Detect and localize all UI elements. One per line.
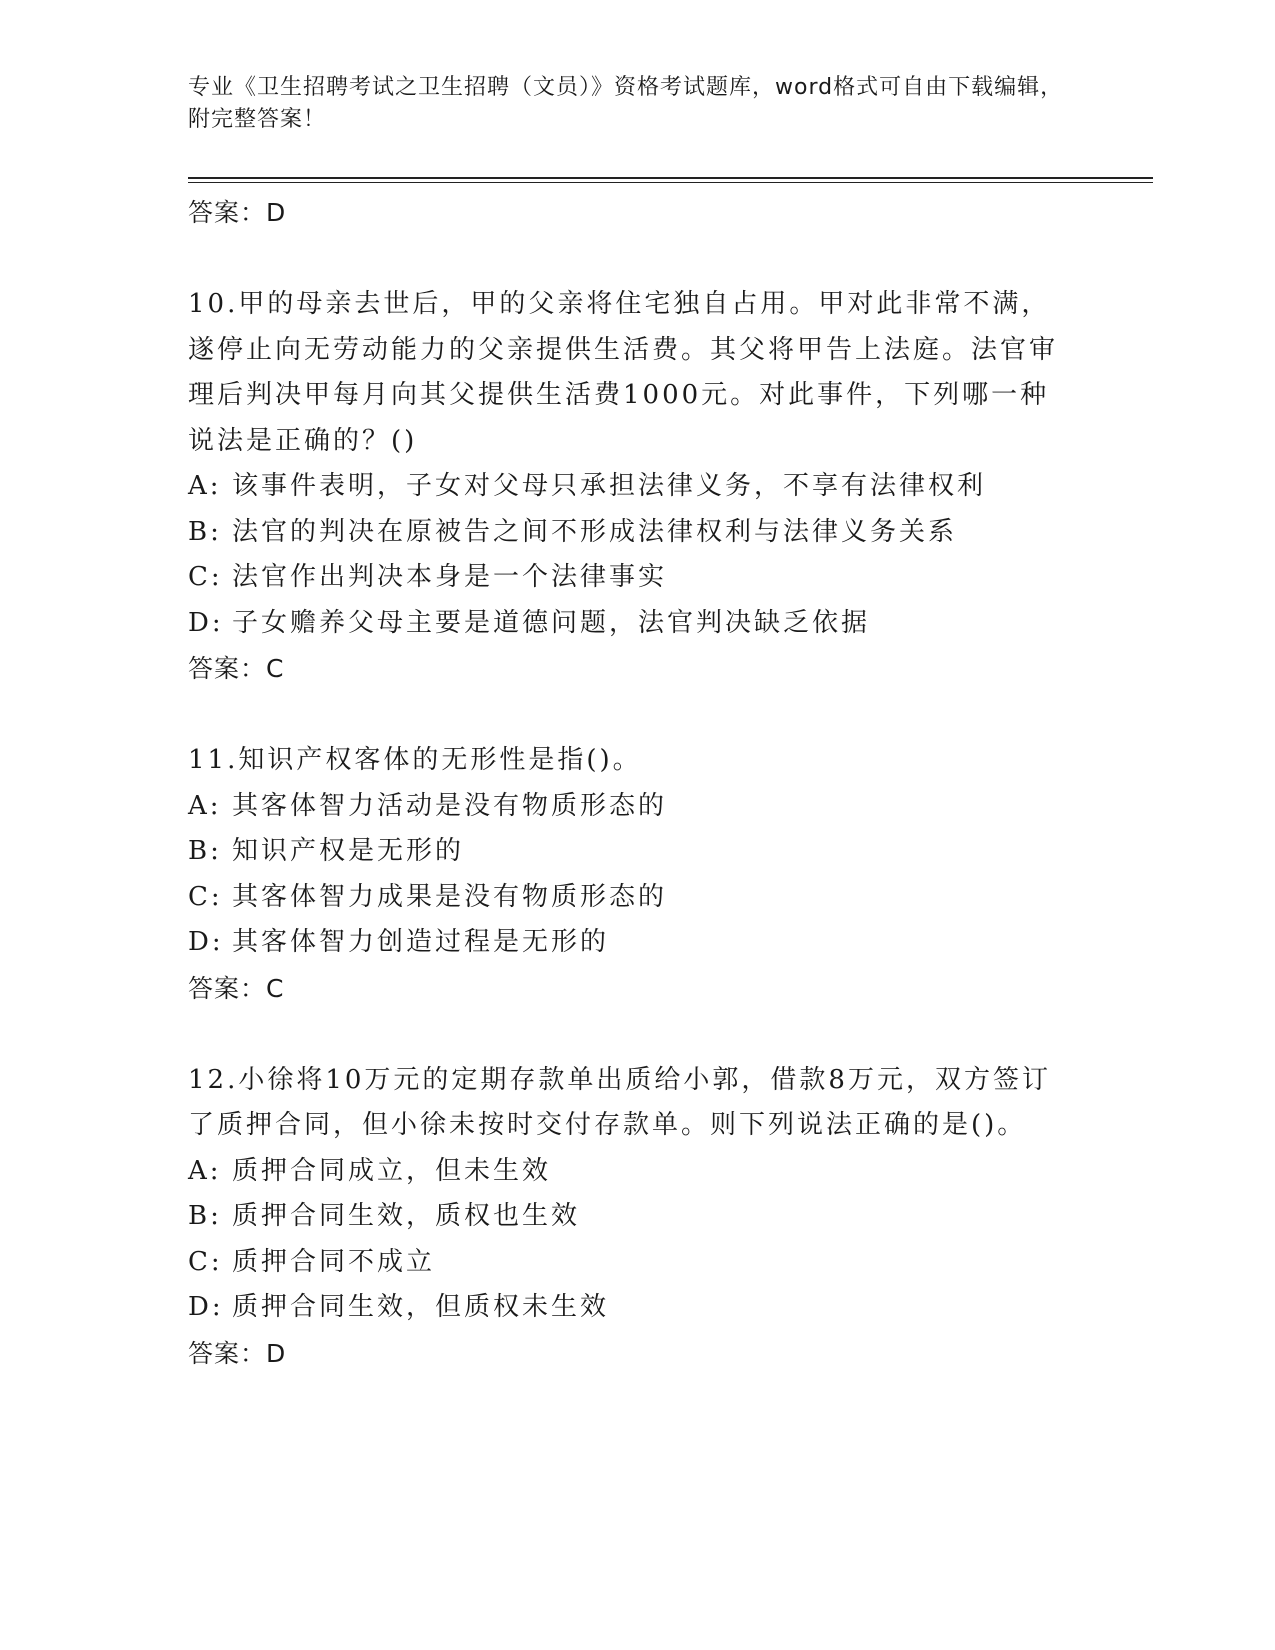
question-stem: 12.小徐将10万元的定期存款单出质给小郭，借款8万元，双方签订了质押合同，但小徐未按时交付存款单。则下列说法正确的是()。: [188, 1064, 1051, 1140]
answer-line: 答案：C: [188, 654, 285, 683]
option-text: 质押合同成立，但未生效: [232, 1155, 552, 1186]
previous-answer: 答案：D: [188, 198, 287, 227]
option-c: [188, 1240, 1068, 1286]
option-letter: A:: [188, 1155, 222, 1186]
option-text: 其客体智力创造过程是无形的: [232, 927, 610, 957]
option-letter: A:: [188, 471, 222, 501]
option-b: [188, 510, 1068, 556]
option-text: 其客体智力活动是没有物质形态的: [232, 790, 668, 821]
option-text: 知识产权是无形的: [232, 836, 465, 866]
question-12: [188, 1058, 1068, 1377]
option-letter: C:: [188, 1246, 223, 1277]
answer-line: 答案：D: [188, 1338, 287, 1368]
option-letter: D:: [188, 607, 224, 638]
answer-line: 答案：C: [188, 973, 285, 1003]
option-d: [188, 920, 1068, 966]
option-letter: A:: [188, 790, 222, 821]
option-b: [188, 829, 1068, 875]
header-divider-thin: [188, 182, 1153, 183]
option-a: [188, 1149, 1068, 1195]
header-divider: [188, 177, 1153, 179]
option-text: 该事件表明，子女对父母只承担法律义务，不享有法律权利: [232, 471, 987, 501]
option-letter: B:: [188, 1201, 222, 1231]
option-c: [188, 875, 1068, 921]
option-letter: D:: [188, 927, 224, 957]
question-10: [188, 282, 1068, 692]
option-c: [188, 555, 1068, 601]
question-11: [188, 738, 1068, 1012]
page-header: 专业《卫生招聘考试之卫生招聘（文员）》资格考试题库，word格式可自由下载编辑，附完整答案！: [188, 75, 1064, 132]
option-letter: B:: [188, 836, 222, 866]
option-text: 子女赡养父母主要是道德问题，法官判决缺乏依据: [232, 607, 871, 638]
option-a: [188, 784, 1068, 830]
option-d: [188, 601, 1068, 647]
option-text: 法官作出判决本身是一个法律事实: [232, 562, 668, 592]
option-letter: B:: [188, 516, 222, 547]
option-letter: C:: [188, 881, 223, 912]
option-text: 质押合同不成立: [232, 1246, 436, 1277]
option-b: [188, 1194, 1068, 1240]
option-text: 质押合同生效，但质权未生效: [232, 1292, 610, 1322]
option-text: 法官的判决在原被告之间不形成法律权利与法律义务关系: [232, 516, 958, 547]
question-stem: 11.知识产权客体的无形性是指()。: [188, 745, 642, 775]
option-text: 质押合同生效，质权也生效: [232, 1201, 581, 1231]
question-stem: 10.甲的母亲去世后，甲的父亲将住宅独自占用。甲对此非常不满，遂停止向无劳动能力的父亲提供生活费。其父将甲告上法庭。法官审理后判决甲每月向其父提供生活费1000元。对此事件，下列哪一种说法是正确的？(): [188, 289, 1059, 456]
question-list: [188, 190, 1068, 1377]
option-letter: C:: [188, 562, 223, 592]
option-a: [188, 464, 1068, 510]
option-d: [188, 1285, 1068, 1331]
option-letter: D:: [188, 1292, 224, 1322]
option-text: 其客体智力成果是没有物质形态的: [232, 881, 668, 912]
